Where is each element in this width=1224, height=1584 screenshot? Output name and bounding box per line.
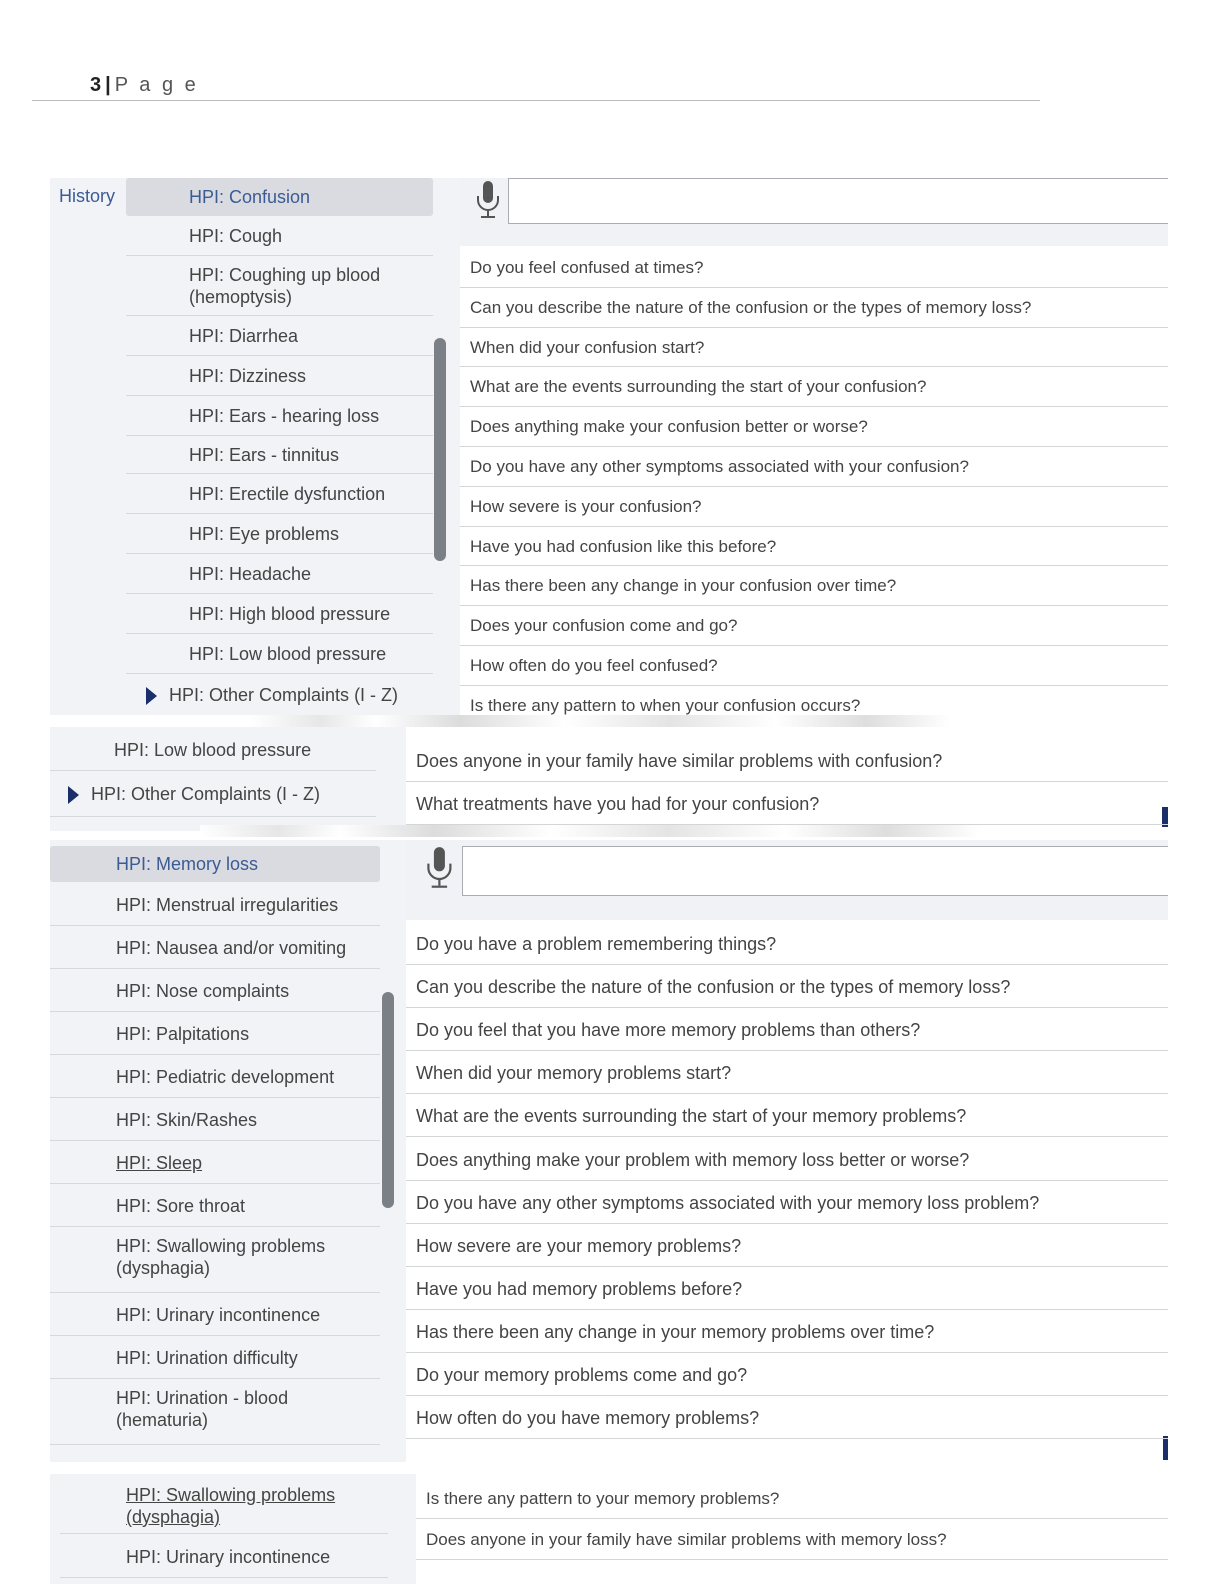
sidebar-item-label: HPI: Low blood pressure: [114, 740, 312, 760]
sidebar-item[interactable]: [60, 1534, 388, 1578]
screenshot-panel-confusion-continued: [50, 715, 1168, 837]
question-row[interactable]: [406, 922, 1168, 965]
history-tab[interactable]: History: [59, 186, 116, 206]
question-text: Have you had confusion like this before?: [470, 536, 777, 556]
sidebar-item-label: HPI: Other Complaints (I - Z): [91, 784, 321, 804]
sidebar-item[interactable]: [50, 846, 380, 882]
sidebar-item[interactable]: [126, 554, 433, 594]
sidebar-item[interactable]: [50, 926, 380, 969]
sidebar-item-label: HPI: Sore throat: [116, 1196, 246, 1216]
sidebar-item[interactable]: [60, 1480, 388, 1534]
question-row[interactable]: [406, 1310, 1168, 1353]
screenshot-panel-confusion: [50, 178, 1168, 715]
sidebar-item[interactable]: [126, 514, 433, 554]
question-row[interactable]: [406, 1224, 1168, 1267]
question-text: Does your confusion come and go?: [470, 616, 738, 636]
question-text: How severe are your memory problems?: [416, 1235, 742, 1256]
question-row[interactable]: [406, 1008, 1168, 1051]
question-text: Does anything make your problem with memory loss better or worse?: [416, 1149, 970, 1170]
question-row[interactable]: [406, 1353, 1168, 1396]
sidebar-item-label: HPI: Headache: [189, 564, 312, 584]
sidebar-item[interactable]: [50, 1098, 380, 1141]
sidebar-item-label: HPI: Swallowing problems (dysphagia): [126, 1485, 336, 1527]
blur-edge: [250, 715, 950, 727]
question-row[interactable]: [406, 1181, 1168, 1224]
sidebar-item-label: HPI: Swallowing problems (dysphagia): [116, 1236, 326, 1278]
question-text: Does anyone in your family have similar problems with memory loss?: [426, 1530, 947, 1549]
sidebar-item[interactable]: [126, 356, 433, 396]
question-row[interactable]: [460, 527, 1168, 567]
question-text: Does anything make your confusion better or worse?: [470, 417, 868, 437]
question-row[interactable]: [460, 566, 1168, 606]
triangle-right-icon[interactable]: [146, 687, 157, 705]
sidebar-item-label: HPI: Sleep: [116, 1153, 203, 1173]
sidebar-item[interactable]: [126, 436, 433, 474]
sidebar-item-label: HPI: Urination - blood (hematuria): [116, 1388, 289, 1430]
sidebar-item-label: HPI: Dizziness: [189, 366, 307, 386]
question-row[interactable]: [406, 1094, 1168, 1137]
question-text: How often do you have memory problems?: [416, 1408, 760, 1429]
sidebar-item-label: HPI: Ears - tinnitus: [189, 445, 340, 465]
sidebar-scrollbar[interactable]: [434, 338, 446, 561]
question-text: Is there any pattern to your memory problems?: [426, 1489, 780, 1508]
sidebar-item-label: HPI: Low blood pressure: [189, 644, 387, 664]
question-row[interactable]: [406, 739, 1168, 782]
question-text: Do your memory problems come and go?: [416, 1365, 748, 1385]
sidebar-item-label: HPI: Ears - hearing loss: [189, 406, 380, 426]
sidebar-item[interactable]: [126, 474, 433, 514]
question-row[interactable]: [460, 407, 1168, 447]
question-text: How often do you feel confused?: [470, 656, 718, 675]
sidebar-item[interactable]: [50, 1141, 380, 1184]
sidebar-item-label: HPI: Cough: [189, 226, 283, 246]
sidebar-item-label: HPI: High blood pressure: [189, 604, 391, 624]
dictation-input[interactable]: [462, 846, 1168, 896]
sidebar-item-label: HPI: Urinary incontinence: [126, 1547, 331, 1567]
sidebar-item[interactable]: [50, 1012, 380, 1055]
sidebar-item[interactable]: [50, 1379, 380, 1445]
question-row[interactable]: [460, 487, 1168, 527]
question-row[interactable]: [460, 686, 1168, 715]
blur-edge: [200, 825, 980, 837]
sidebar-item-label: HPI: Pediatric development: [116, 1067, 335, 1087]
dictation-input[interactable]: [508, 178, 1168, 224]
sidebar-item-label: HPI: Eye problems: [189, 524, 340, 544]
question-row[interactable]: [406, 965, 1168, 1008]
question-text: When did your confusion start?: [470, 337, 705, 357]
sidebar-item-label: HPI: Other Complaints (I - Z): [169, 685, 399, 705]
page-separator: |: [105, 74, 111, 96]
screenshot-panel-memory-loss: [50, 840, 1168, 1462]
header-rule: [32, 100, 1040, 101]
sidebar-item-label: HPI: Erectile dysfunction: [189, 484, 386, 504]
sidebar-item[interactable]: [126, 178, 433, 216]
sidebar-item-label: HPI: Memory loss: [116, 854, 259, 874]
question-text: What are the events surrounding the start of your confusion?: [470, 377, 927, 397]
question-row[interactable]: [460, 646, 1168, 686]
question-text: What are the events surrounding the start of your memory problems?: [416, 1106, 967, 1127]
question-text: Do you feel that you have more memory problems than others?: [416, 1020, 921, 1041]
sidebar-item-label: HPI: Urinary incontinence: [116, 1305, 321, 1325]
page-label: P a g e: [114, 74, 199, 96]
question-row[interactable]: [406, 1396, 1168, 1439]
question-row[interactable]: [460, 288, 1168, 328]
question-row[interactable]: [460, 328, 1168, 368]
question-row[interactable]: [416, 1519, 1168, 1560]
question-text: Can you describe the nature of the confusion or the types of memory loss?: [470, 297, 1032, 317]
sidebar-item[interactable]: [50, 1184, 380, 1227]
question-row[interactable]: [406, 1051, 1168, 1094]
question-text: What treatments have you had for your confusion?: [416, 794, 820, 814]
question-text: Has there been any change in your memory problems over time?: [416, 1321, 935, 1342]
question-row[interactable]: [460, 248, 1168, 288]
sidebar-item-label: HPI: Nausea and/or vomiting: [116, 938, 347, 958]
sidebar-item-label: HPI: Coughing up blood (hemoptysis): [189, 265, 381, 307]
question-text: Do you feel confused at times?: [470, 258, 704, 277]
sidebar-scrollbar[interactable]: [382, 992, 394, 1208]
question-row[interactable]: [406, 782, 1168, 825]
question-text: When did your memory problems start?: [416, 1063, 732, 1084]
sidebar-item[interactable]: [126, 396, 433, 436]
sidebar-item[interactable]: [50, 969, 380, 1012]
sidebar-item[interactable]: [50, 1336, 380, 1379]
question-row[interactable]: [416, 1478, 1168, 1519]
microphone-icon[interactable]: [474, 180, 502, 225]
sidebar-item-label: HPI: Confusion: [189, 187, 311, 207]
sidebar-item[interactable]: [126, 216, 433, 256]
question-row[interactable]: [460, 606, 1168, 646]
scroll-edge-marker: [1163, 1436, 1168, 1460]
question-row[interactable]: [460, 447, 1168, 487]
sidebar-item-label: HPI: Nose complaints: [116, 981, 290, 1001]
question-row[interactable]: [406, 1267, 1168, 1310]
sidebar-item-label: HPI: Diarrhea: [189, 326, 299, 346]
screenshot-panel-memory-loss-continued: [50, 1474, 1168, 1584]
question-text: Can you describe the nature of the confusion or the types of memory loss?: [416, 977, 1011, 998]
sidebar-item[interactable]: [126, 674, 433, 715]
sidebar-item[interactable]: [126, 256, 433, 316]
question-text: Do you have any other symptoms associated with your memory loss problem?: [416, 1192, 1040, 1213]
page-number: 3: [90, 74, 102, 96]
question-text: Does anyone in your family have similar problems with confusion?: [416, 751, 943, 771]
question-text: Do you have a problem remembering things?: [416, 934, 777, 954]
page-header: [90, 74, 199, 97]
sidebar-item[interactable]: [50, 1227, 380, 1293]
question-text: Has there been any change in your confusion over time?: [470, 576, 897, 596]
sidebar-item[interactable]: [50, 1055, 380, 1098]
question-text: Do you have any other symptoms associated with your confusion?: [470, 457, 969, 476]
sidebar-item-label: HPI: Urination difficulty: [116, 1348, 298, 1368]
sidebar-item-label: HPI: Menstrual irregularities: [116, 895, 339, 915]
sidebar-item[interactable]: [50, 884, 380, 926]
sidebar-item[interactable]: [126, 634, 433, 674]
triangle-right-icon[interactable]: [68, 786, 79, 804]
question-row[interactable]: [460, 367, 1168, 407]
microphone-icon[interactable]: [424, 846, 455, 895]
question-row[interactable]: [406, 1138, 1168, 1181]
sidebar-item[interactable]: [50, 1293, 380, 1336]
sidebar-item[interactable]: [126, 316, 433, 356]
sidebar-item[interactable]: [50, 727, 376, 771]
sidebar-item-label: HPI: Skin/Rashes: [116, 1110, 258, 1130]
sidebar-item[interactable]: [50, 771, 376, 817]
question-text: Have you had memory problems before?: [416, 1278, 743, 1299]
sidebar-item[interactable]: [126, 594, 433, 634]
sidebar-item-label: HPI: Palpitations: [116, 1024, 250, 1044]
question-text: How severe is your confusion?: [470, 496, 702, 516]
question-text: Is there any pattern to when your confusion occurs?: [470, 695, 861, 715]
